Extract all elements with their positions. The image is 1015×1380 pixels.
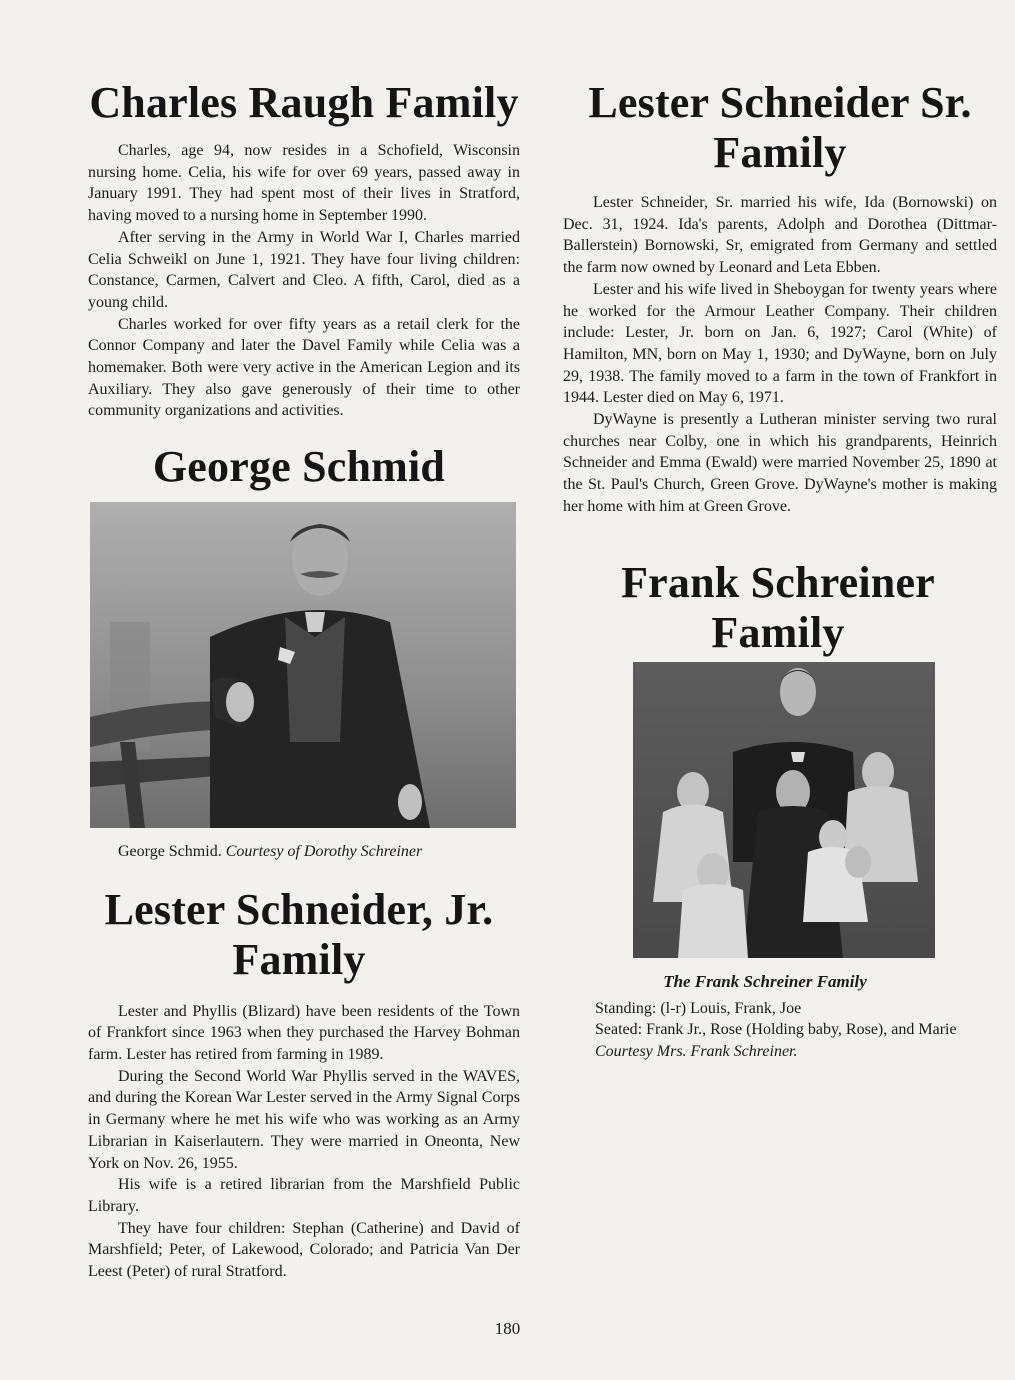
paragraph: Lester and Phyllis (Blizard) have been residents of the Town of Frankfort since 1963 when they purchased the Harvey Bohman farm. Lester has retired from farming in 1989.	[88, 1002, 520, 1064]
paragraph: During the Second World War Phyllis served in the WAVES, and during the Korean War Lester served in the Army Signal Corps in Germany where he met his wife who was working as an Army Librarian in Kaiserlautern. They were married in Oneonta, New York on Nov. 26, 1955.	[88, 1067, 520, 1172]
frank-schreiner-article	[563, 558, 997, 1063]
paragraph: After serving in the Army in World War I, Charles married Celia Schweikl on June 1, 1921. They have four living children: Constance, Carmen, Calvert and Cleo. A fifth, Carol, died as a young child.	[88, 228, 520, 311]
george-schmid-caption	[118, 841, 520, 863]
caption-credit: Courtesy of Dorothy Schreiner	[225, 843, 423, 861]
lester-schneider-sr-title-line2: Family	[713, 128, 847, 177]
frank-schreiner-photo	[633, 662, 935, 958]
caption-standing: Standing: (l-r) Louis, Frank, Joe	[595, 999, 802, 1017]
frank-schreiner-caption	[563, 970, 997, 1063]
caption-seated: Seated: Frank Jr., Rose (Holding baby, Rose), and Marie	[595, 1021, 957, 1039]
right-column	[563, 78, 997, 1062]
lester-schneider-jr-title-line1: Lester Schneider, Jr.	[104, 884, 494, 934]
charles-raugh-article	[88, 78, 520, 422]
portrait-figure	[90, 502, 516, 828]
paragraph: They have four children: Stephan (Catherine) and David of Marshfield; Peter, of Lakewood, Colorado; and Patricia Van Der Leest (Peter) of rural Stratford.	[88, 1219, 520, 1281]
family-figures	[633, 662, 935, 958]
frank-schreiner-title-line1: Frank Schreiner	[621, 557, 935, 607]
caption-title: The Frank Schreiner Family	[663, 971, 867, 991]
paragraph: Lester and his wife lived in Sheboygan for twenty years where he worked for the Armour Leather Company. Their children include: Lester, Jr. born on Jan. 6, 1927; Carol (White) of Hamilton, MN, born on May 1, 1930; and DyWayne, born on July 29, 1938. The family moved to a farm in the town of Frankfort in 1944. Lester died on May 6, 1971.	[563, 280, 997, 407]
page-number: 180	[494, 1319, 521, 1338]
caption-name: George Schmid.	[118, 843, 222, 861]
caption-credit: Courtesy Mrs. Frank Schreiner.	[595, 1042, 798, 1060]
george-schmid-article	[88, 442, 520, 863]
left-column	[88, 78, 520, 1283]
lester-schneider-jr-title-line2: Family	[232, 934, 366, 984]
frank-schreiner-title-line2: Family	[711, 607, 845, 657]
lester-schneider-sr-title-line1: Lester Schneider Sr.	[588, 78, 972, 127]
lester-schneider-sr-article	[563, 78, 997, 518]
paragraph: Charles, age 94, now resides in a Schofield, Wisconsin nursing home. Celia, his wife for over 69 years, passed away in January 1991. They had spent most of their lives in Stratford, having moved to a nursing home in September 1990.	[88, 142, 520, 225]
charles-raugh-title: Charles Raugh Family	[89, 78, 519, 127]
george-schmid-photo	[90, 502, 516, 828]
paragraph: Lester Schneider, Sr. married his wife, Ida (Bornowski) on Dec. 31, 1924. Ida's parents, Adolph and Dorothea (Dittmar-Ballerstein) Bornowski, Sr, emigrated from Germany and settled the farm now owned by Leonard and Leta Ebben.	[563, 194, 997, 277]
george-schmid-title: George Schmid	[152, 442, 446, 492]
paragraph: Charles worked for over fifty years as a retail clerk for the Connor Company and later the Davel Family while Celia was a homemaker. Both were very active in the American Legion and its Auxiliary. They also gave generously of their time to other community organizations and activities.	[88, 315, 520, 420]
paragraph: DyWayne is presently a Lutheran minister serving two rural churches near Colby, one in which his grandparents, Heinrich Schneider and Emma (Ewald) were married November 25, 1890 at the St. Paul's Church, Green Grove. DyWayne's mother is making her home with him at Green Grove.	[563, 411, 997, 515]
paragraph: His wife is a retired librarian from the Marshfield Public Library.	[88, 1176, 520, 1215]
lester-schneider-jr-article	[88, 885, 520, 1283]
